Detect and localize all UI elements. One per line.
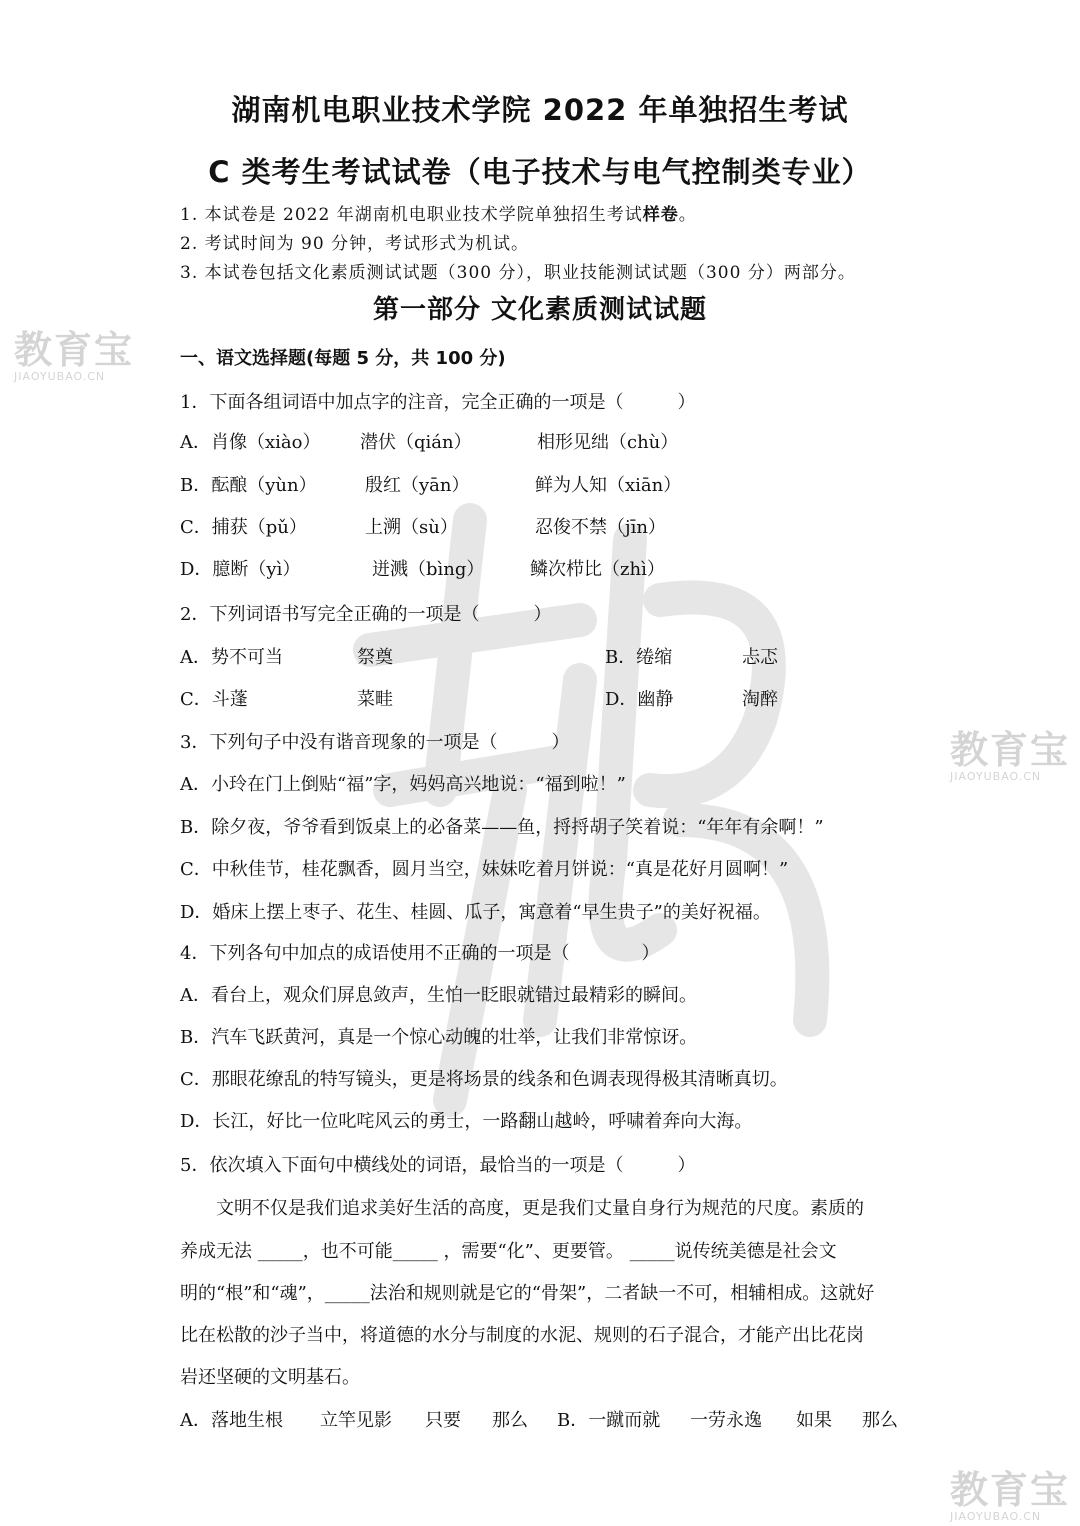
q3-option-d: D．婚床上摆上枣子、花生、桂圆、瓜子，寓意着“早生贵子”的美好祝福。 xyxy=(180,902,771,923)
q1-option-b3: 鲜为人知（xiān） xyxy=(535,475,682,496)
q2-option-c2: 菜畦 xyxy=(357,689,393,710)
q1-option-c1: C．捕获（pǔ） xyxy=(180,517,307,538)
site-watermark: 教育宝 JIAOYUBAO.CN xyxy=(950,728,1071,783)
q5-option-a4: 那么 xyxy=(492,1410,528,1431)
q1-option-a2: 潜伏（qián） xyxy=(360,432,472,453)
q3-option-b: B．除夕夜，爷爷看到饭桌上的必备菜——鱼，捋捋胡子笑着说：“年年有余啊！” xyxy=(180,817,824,838)
q1-option-b1: B．酝酿（yùn） xyxy=(180,475,317,496)
question-3-stem: 3．下列句子中没有谐音现象的一项是（ ） xyxy=(180,732,570,753)
q5-option-b3: 如果 xyxy=(796,1410,832,1431)
q5-option-b2: 一劳永逸 xyxy=(690,1410,762,1431)
q5-passage-line-2: 养成无法 _____，也不可能_____ ，需要“化”、更要管。 _____说传统美德是社会文 xyxy=(180,1241,837,1262)
q5-passage-line-3: 明的“根”和“魂”，_____法治和规则就是它的“骨架”，二者缺一不可，相辅相成。这就好 xyxy=(180,1283,875,1304)
site-watermark: 教育宝 JIAOYUBAO.CN xyxy=(950,1468,1071,1523)
question-1-stem: 1．下面各组词语中加点字的注音，完全正确的一项是（ ） xyxy=(180,392,696,413)
note-1-bold: 样卷 xyxy=(642,205,679,225)
q2-option-b2: 忐忑 xyxy=(742,647,778,668)
q2-option-d: D．幽静 xyxy=(605,689,674,710)
q5-option-a1: A．落地生根 xyxy=(180,1410,283,1431)
q4-option-b: B．汽车飞跃黄河，真是一个惊心动魄的壮举，让我们非常惊讶。 xyxy=(180,1027,698,1048)
q1-option-c3: 忍俊不禁（jīn） xyxy=(535,517,666,538)
q2-option-a: A．势不可当 xyxy=(180,647,283,668)
part-title: 第一部分 文化素质测试试题 xyxy=(372,295,708,325)
q5-option-a3: 只要 xyxy=(425,1410,461,1431)
q5-option-b1: B．一蹴而就 xyxy=(557,1410,661,1431)
q3-option-c: C．中秋佳节，桂花飘香，圆月当空，妹妹吃着月饼说：“真是花好月圆啊！” xyxy=(180,859,789,880)
q1-option-d2: 迸溅（bìng） xyxy=(372,559,485,580)
site-watermark: 教育宝 JIAOYUBAO.CN xyxy=(14,328,135,383)
q2-option-a2: 祭奠 xyxy=(357,647,393,668)
q1-option-a1: A．肖像（xiào） xyxy=(180,432,321,453)
q5-option-a2: 立竿见影 xyxy=(320,1410,392,1431)
note-2: 2. 考试时间为 90 分钟，考试形式为机试。 xyxy=(180,234,530,254)
exam-title: 湖南机电职业技术学院 2022 年单独招生考试 xyxy=(231,93,849,127)
note-3: 3. 本试卷包括文化素质测试试题（300 分），职业技能测试试题（300 分）两部分。 xyxy=(180,263,856,283)
q4-option-c: C．那眼花缭乱的特写镜头，更是将场景的线条和色调表现得极其清晰真切。 xyxy=(180,1069,788,1090)
q4-option-d: D．长江，好比一位叱咤风云的勇士，一路翻山越岭，呼啸着奔向大海。 xyxy=(180,1111,753,1132)
note-1: 1. 本试卷是 2022 年湖南机电职业技术学院单独招生考试样卷。 xyxy=(180,205,697,225)
q2-option-b: B．绻缩 xyxy=(605,647,673,668)
exam-subtitle: C 类考生考试试卷（电子技术与电气控制类专业） xyxy=(208,155,872,189)
q5-passage-line-5: 岩还坚硬的文明基石。 xyxy=(180,1367,360,1388)
q2-option-c: C．斗蓬 xyxy=(180,689,248,710)
question-4-stem: 4．下列各句中加点的成语使用不正确的一项是（ ） xyxy=(180,943,660,964)
q1-option-a3: 相形见绌（chù） xyxy=(537,432,679,453)
q5-option-b4: 那么 xyxy=(862,1410,898,1431)
q1-option-b2: 殷红（yān） xyxy=(365,475,470,496)
q1-option-d3: 鳞次栉比（zhì） xyxy=(530,559,665,580)
q5-passage-line-4: 比在松散的沙子当中，将道德的水分与制度的水泥、规则的石子混合，才能产出比花岗 xyxy=(180,1325,864,1346)
q2-option-d2: 淘醉 xyxy=(742,689,778,710)
question-2-stem: 2．下列词语书写完全正确的一项是（ ） xyxy=(180,604,552,625)
q3-option-a: A．小玲在门上倒贴“福”字，妈妈高兴地说：“福到啦！” xyxy=(180,774,626,795)
section-title: 一、语文选择题(每题 5 分，共 100 分) xyxy=(180,348,506,369)
q4-option-a: A．看台上，观众们屏息敛声，生怕一眨眼就错过最精彩的瞬间。 xyxy=(180,985,697,1006)
q5-passage-line-1: 文明不仅是我们追求美好生活的高度，更是我们丈量自身行为规范的尺度。素质的 xyxy=(180,1198,864,1219)
question-5-stem: 5．依次填入下面句中横线处的词语，最恰当的一项是（ ） xyxy=(180,1155,696,1176)
q1-option-c2: 上溯（sù） xyxy=(365,517,458,538)
q1-option-d1: D．臆断（yì） xyxy=(180,559,301,580)
